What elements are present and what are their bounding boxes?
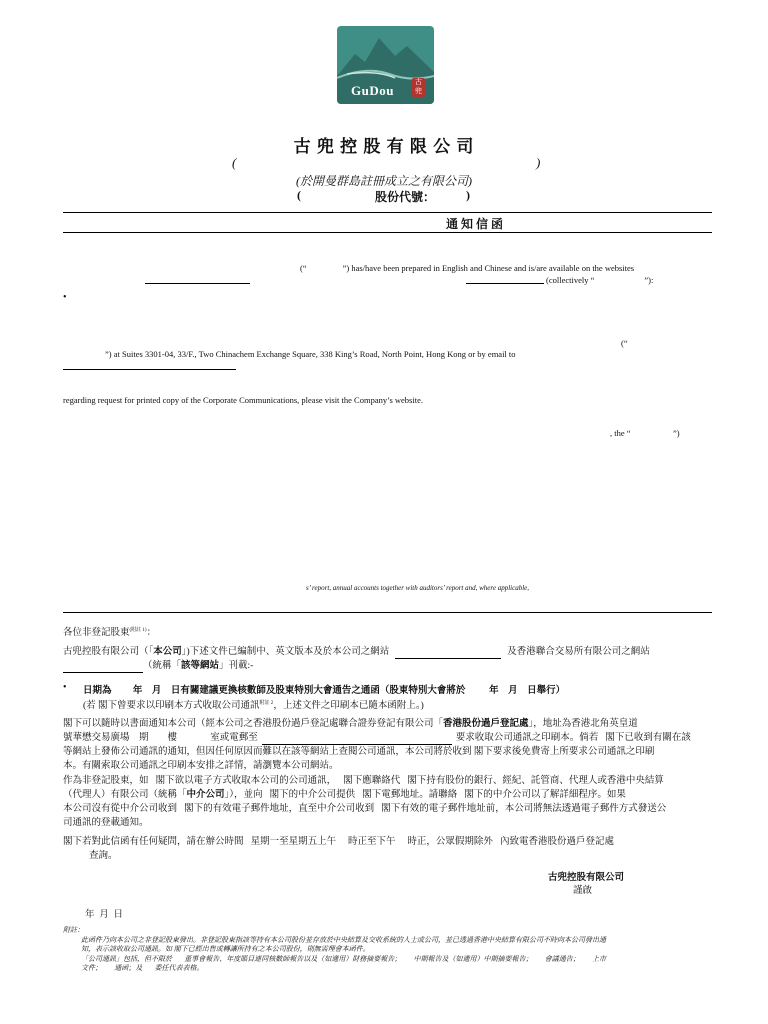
para2-line4: 本。有關索取公司通訊之印刷本安排之詳情，請瀏覽本公司網站。 — [63, 761, 339, 771]
salutation-text: 各位非登記股東 — [63, 628, 130, 639]
note2-line2: 文件； 通函；及 委任代表表格。 — [81, 964, 204, 972]
english-name-paren-close: ) — [536, 155, 541, 170]
para1-websites-term: 該等網站 — [181, 661, 220, 671]
para1-published: 」刊載:- — [219, 661, 254, 671]
english-collectively-close: ”): — [644, 275, 654, 285]
section-divider — [63, 612, 712, 613]
para1-hkex: 及香港聯合交易所有限公司之網站 — [507, 647, 650, 657]
para1-company-term: 本公司 — [153, 647, 182, 657]
english-defined-term: , the “ ”) — [610, 428, 680, 438]
stock-code-paren-open: ( — [297, 188, 301, 202]
para1-middle: 」)下述文件已編制中、英文版本及於本公司之網站 — [181, 647, 390, 657]
para3-line3: 本公司沒有從中介公司收到 閣下的有效電子郵件地址，直至中介公司收到 閣下有效的電子郵件地址前，本公司將無法透過電子郵件方式發送公 — [63, 804, 667, 814]
chinese-bullet: • — [63, 682, 67, 693]
para2-registrar-term: 香港股份過戶登記處 — [443, 719, 529, 729]
para2-line2-a: 號華懋交易廣場 期 樓 室或電郵至 — [63, 733, 258, 743]
stock-code-paren-close: ) — [466, 188, 470, 202]
english-footnote: s’ report, annual accounts together with auditors’ report and, where applicable, — [306, 584, 530, 592]
english-para1-line2 — [546, 274, 653, 287]
english-website-instruction: regarding request for printed copy of the Corporate Communications, please visit the Company’s website. — [63, 395, 423, 405]
salutation-colon: ： — [146, 628, 157, 639]
chinese-salutation — [63, 624, 156, 640]
para3-line4: 司通訊的登載通知。 — [63, 818, 149, 828]
hkex-website-blank — [63, 661, 143, 673]
notes-label: 附註： — [63, 926, 84, 934]
english-collectively-text: (collectively “ — [546, 275, 595, 285]
incorporation-note: (於開曼群島註冊成立之有限公司) — [296, 174, 472, 188]
para4-line2: 查詢。 — [89, 851, 118, 861]
header-divider-top — [63, 212, 712, 213]
para3-line2-b: 」），並向 閣下的中介公司提供 閣下電郵地址。請聯絡 閣下的中介公司以了解詳細程序。如果 — [224, 790, 626, 800]
printed-copy-note-text: (若 閣下曾要求以印刷本方式收取公司通訊 — [83, 701, 260, 712]
note1-line2: 知，表示該收取公司通訊。如 閣下已經出售或轉讓所持有之本公司股份，則無需理會本函件。 — [81, 945, 370, 953]
english-name-paren-open: ( — [232, 155, 237, 170]
registrar-email-blank — [262, 733, 452, 745]
circular-description: 日期為 年 月 日有關建議更換核數師及股東特別大會通告之通函（股東特別大會將於 年 月 日舉行） — [83, 686, 566, 696]
chinese-para2 — [63, 717, 713, 773]
email-blank — [63, 369, 236, 370]
para1-collective-prefix: （統稱「 — [143, 661, 182, 671]
company-logo — [337, 26, 434, 104]
english-para1-text: ”) has/have been prepared in English and Chinese and is/are available on the websites — [342, 263, 635, 273]
header-divider-bottom — [63, 232, 712, 233]
notes-section — [63, 926, 713, 974]
stock-code-label: 股份代號： — [375, 190, 436, 204]
printed-copy-note — [83, 697, 424, 713]
website-blank-2 — [466, 283, 544, 284]
english-para1-open-quote: (“ — [300, 263, 307, 273]
para3-intermediary-term: 中介公司 — [186, 790, 225, 800]
para3-line1: 作為非登記股東，如 閣下欲以電子方式收取本公司的公司通訊， 閣下應聯絡代 閣下持有股份的銀行、經紀、託管商、代理人或香港中央結算 — [63, 776, 664, 786]
para2-line1-c: 」，地址為香港北角英皇道 — [528, 719, 638, 729]
para2-line2-b: 要求收取公司通訊之印刷本。倘若 閣下已收到有關在該 — [455, 733, 691, 743]
para2-line3: 等網站上發佈公司通訊的通知，但因任何原因而難以在該等網站上查閱公司通訊，本公司將於收到 閣下要求後免費寄上所要求公司通訊之印刷 — [63, 747, 655, 757]
company-name: 古 兜 控 股 有 限 公 司 — [293, 137, 475, 156]
salutation-note: (附註 1) — [129, 628, 147, 633]
signature-word: 謹啟 — [573, 886, 593, 896]
chinese-para3 — [63, 774, 713, 830]
logo-text: GuDou — [351, 83, 394, 98]
printed-copy-note-ref: 附註 2 — [259, 701, 274, 706]
chinese-para4 — [63, 835, 713, 863]
english-bullet: • — [63, 292, 67, 303]
printed-copy-note-end: ，上述文件之印刷本已隨本函附上。) — [273, 701, 424, 712]
english-registrar-address: ”) at Suites 3301-04, 33/F., Two Chinachem Exchange Square, 338 King’s Road, North Point, Hong Kong or by email to — [105, 349, 516, 359]
para1-prefix: 古兜控股有限公司（「 — [63, 647, 154, 657]
note1-line1: 此函件乃向本公司之非登記股東發出。非登記股東指該等持有本公司股份並存放於中央結算及交收系統的人士或公司，並已透過香港中央結算有限公司不時向本公司發出通 — [81, 935, 606, 944]
para2-line1-a: 閣下可以隨時以書面通知本公司（經本公司之香港股份過戶登記處聯合證券登記有限公司「 — [63, 719, 444, 729]
letter-date: 年 月 日 — [85, 910, 124, 920]
notice-title: 通 知 信 函 — [446, 217, 504, 231]
english-registrar-quote: (“ — [621, 338, 628, 348]
company-website-blank — [395, 647, 501, 659]
para4-line1: 閣下若對此信函有任何疑問，請在辦公時間 星期一至星期五上午 時正至下午 時正，公眾假期除外 內致電香港股份過戶登記處 — [63, 837, 615, 847]
para3-line2-a: （代理人）有限公司（統稱「 — [63, 790, 187, 800]
logo-seal: 古兜 — [412, 78, 425, 97]
chinese-para1-line2 — [63, 659, 253, 673]
signature-company: 古兜控股有限公司 — [548, 873, 625, 883]
chinese-para1-line1 — [63, 645, 650, 659]
note2-line1: 「公司通訊」包括，但不限於 董事會報告、年度賬目連同核數師報告以及（如適用）財務摘要報告； 中期報告及（如適用）中期摘要報告； 會議通告； 上市 — [81, 954, 606, 963]
website-blank-1 — [145, 283, 250, 284]
